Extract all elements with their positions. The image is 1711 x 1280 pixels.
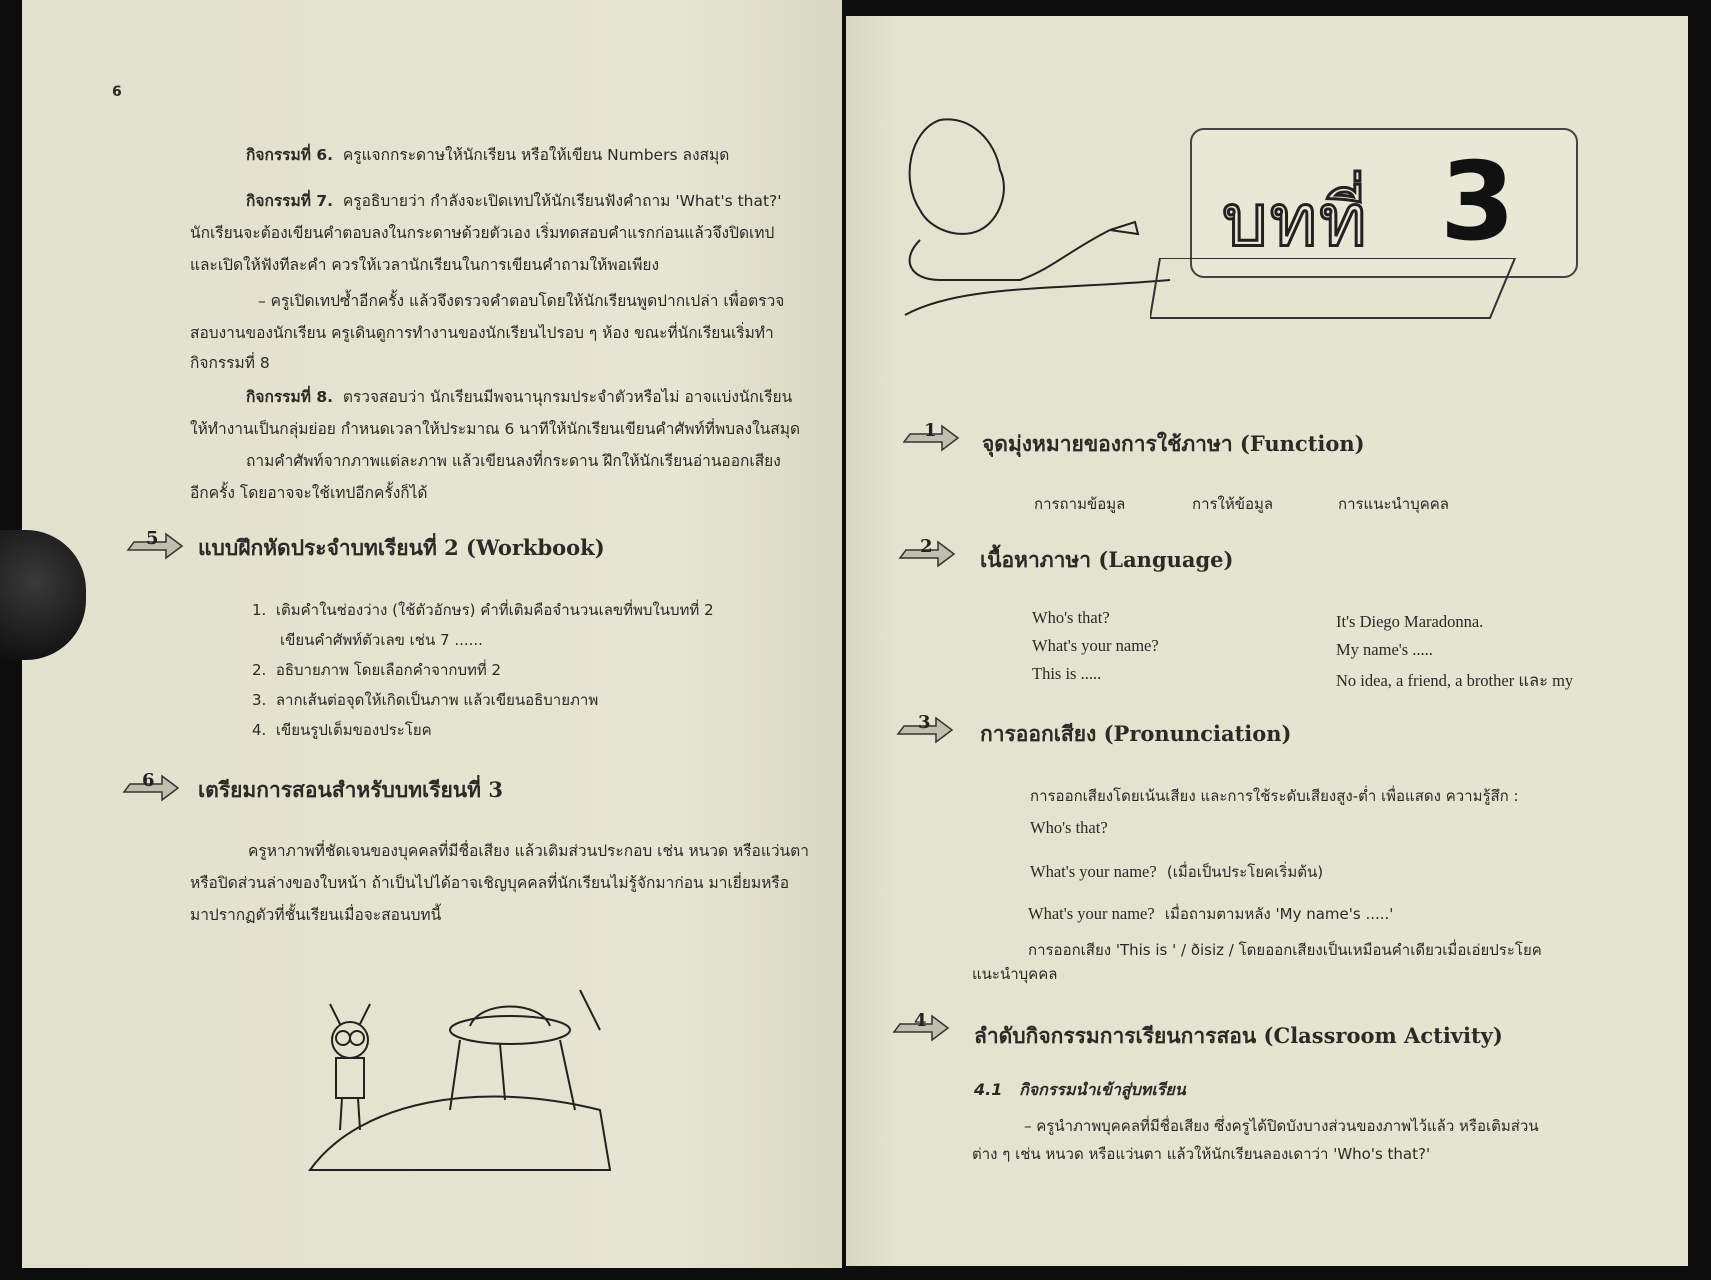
section-badge-2 — [898, 536, 956, 570]
workbook-item-2: 2. อธิบายภาพ โดยเลือกคำจากบทที่ 2 — [252, 661, 502, 679]
language-right-1: It's Diego Maradonna. — [1336, 612, 1484, 631]
workbook-item-3: 3. ลากเส้นต่อจุดให้เกิดเป็นภาพ แล้วเขียนอธิบายภาพ — [252, 691, 599, 709]
workbook-item-4: 4. เขียนรูปเต็มของประโยค — [252, 721, 432, 739]
prep-line3: มาปรากฏตัวที่ชั้นเรียนเมื่อจะสอนบทนี้ — [190, 906, 442, 924]
workbook-item-1-cont: เขียนคำศัพท์ตัวเลข เช่น 7 ...... — [280, 631, 483, 649]
language-right-3: No idea, a friend, a brother และ my — [1336, 671, 1574, 690]
activity-7-line5: สอบงานของนักเรียน ครูเดินดูการทำงานของนักเรียนไปรอบ ๆ ห้อง ขณะที่นักเรียนเริ่มทำ — [190, 324, 774, 342]
activity-8-line3: ถามคำศัพท์จากภาพแต่ละภาพ แล้วเขียนลงที่กระดาน ฝึกให้นักเรียนอ่านออกเสียง — [246, 452, 781, 470]
language-left-2: What's your name? — [1032, 636, 1159, 655]
function-1: การถามข้อมูล — [1034, 495, 1126, 513]
pronunciation-line1: การออกเสียง 'This is ' / ðisiz / โดยออกเสียงเป็นเหมือนคำเดียวเมื่อเอ่ยประโยค — [1028, 941, 1542, 959]
activity-8-line4: อีกครั้ง โดยอาจจะใช้เทปอีกครั้งก็ได้ — [190, 484, 428, 502]
chapter-word: บทที่ — [1222, 178, 1369, 262]
svg-text:3: 3 — [918, 712, 931, 733]
prep-line2: หรือปิดส่วนล่างของใบหน้า ถ้าเป็นไปได้อาจเชิญบุคคลที่นักเรียนไม่รู้จักมาก่อน มาเยี่ยมหรือ — [190, 874, 790, 892]
section-3-title: การออกเสียง (Pronunciation) — [980, 721, 1292, 746]
function-3: การแนะนำบุคคล — [1338, 495, 1449, 513]
pronunciation-example-2: What's your name? (เมื่อเป็นประโยคเริ่มต้น) — [1030, 862, 1324, 881]
section-badge-1 — [902, 420, 960, 454]
section-5-title: แบบฝึกหัดประจำบทเรียนที่ 2 (Workbook) — [198, 535, 605, 560]
section-4-title: ลำดับกิจกรรมการเรียนการสอน (Classroom Activity) — [974, 1023, 1503, 1048]
language-left-3: This is ..... — [1032, 664, 1102, 683]
section-badge-4 — [892, 1010, 950, 1044]
warmup-line2: ต่าง ๆ เช่น หนวด หรือแว่นตา แล้วให้นักเรียนลองเดาว่า 'Who's that?' — [972, 1145, 1431, 1163]
activity-7-line1: กิจกรรมที่ 7. ครูอธิบายว่า กำลังจะเปิดเทปให้นักเรียนฟังคำถาม 'What's that?' — [246, 192, 782, 210]
workbook-item-1: 1. เติมคำในช่องว่าง (ใช้ตัวอักษร) คำที่เติมคือจำนวนเลขที่พบในบทที่ 2 — [252, 601, 714, 619]
section-badge-5 — [126, 528, 184, 562]
section-badge-3 — [896, 712, 954, 746]
pronunciation-line2: แนะนำบุคคล — [972, 965, 1058, 983]
activity-7-line2: นักเรียนจะต้องเขียนคำตอบลงในกระดาษด้วยตัวเอง เริ่มทดสอบคำแรกก่อนแล้วจึงปิดเทป — [190, 224, 775, 242]
section-6-title: เตรียมการสอนสำหรับบทเรียนที่ 3 — [198, 777, 503, 802]
activity-8-line2: ให้ทำงานเป็นกลุ่มย่อย กำหนดเวลาให้ประมาณ 6 นาทีให้นักเรียนเขียนคำศัพท์ที่พบลงในสมุด — [190, 420, 801, 438]
pronunciation-example-1: Who's that? — [1030, 818, 1108, 837]
activity-7-line3: และเปิดให้ฟังทีละคำ ควรให้เวลานักเรียนในการเขียนคำถามให้พอเพียง — [190, 256, 660, 274]
svg-text:6: 6 — [142, 770, 155, 791]
language-right-2: My name's ..... — [1336, 640, 1433, 659]
pronunciation-intro: การออกเสียงโดยเน้นเสียง และการใช้ระดับเสียงสูง-ต่ำ เพื่อแสดง ความรู้สึก : — [1030, 787, 1519, 805]
activity-7-line6: กิจกรรมที่ 8 — [190, 354, 270, 372]
activity-7-line4: – ครูเปิดเทปซ้ำอีกครั้ง แล้วจึงตรวจคำตอบโดยให้นักเรียนพูดปากเปล่า เพื่อตรวจ — [258, 292, 785, 310]
svg-text:1: 1 — [924, 420, 937, 441]
prep-line1: ครูหาภาพที่ชัดเจนของบุคคลที่มีชื่อเสียง แล้วเติมส่วนประกอบ เช่น หนวด หรือแว่นตา — [248, 842, 809, 860]
page-number: 6 — [112, 84, 122, 100]
section-1-title: จุดมุ่งหมายของการใช้ภาษา (Function) — [982, 431, 1365, 456]
svg-text:2: 2 — [920, 536, 933, 557]
chapter-number: 3 — [1440, 140, 1516, 265]
language-left-1: Who's that? — [1032, 608, 1110, 627]
alien-ufo-illustration — [300, 980, 620, 1180]
svg-text:5: 5 — [146, 528, 159, 549]
warmup-line1: – ครูนำภาพบุคคลที่มีชื่อเสียง ซึ่งครูได้ปิดบังบางส่วนของภาพไว้แล้ว หรือเติมส่วน — [1024, 1117, 1539, 1135]
subsection-4-1: 4.1 กิจกรรมนำเข้าสู่บทเรียน — [974, 1080, 1186, 1099]
pronunciation-example-3: What's your name? เมื่อถามตามหลัง 'My name's .....' — [1028, 904, 1394, 923]
activity-6: กิจกรรมที่ 6. ครูแจกกระดาษให้นักเรียน หรือให้เขียน Numbers ลงสมุด — [246, 146, 730, 164]
section-2-title: เนื้อหาภาษา (Language) — [980, 547, 1234, 572]
activity-8-line1: กิจกรรมที่ 8. ตรวจสอบว่า นักเรียนมีพจนานุกรมประจำตัวหรือไม่ อาจแบ่งนักเรียน — [246, 388, 793, 406]
section-badge-6 — [122, 770, 180, 804]
svg-text:4: 4 — [914, 1010, 927, 1031]
function-2: การให้ข้อมูล — [1192, 495, 1274, 513]
